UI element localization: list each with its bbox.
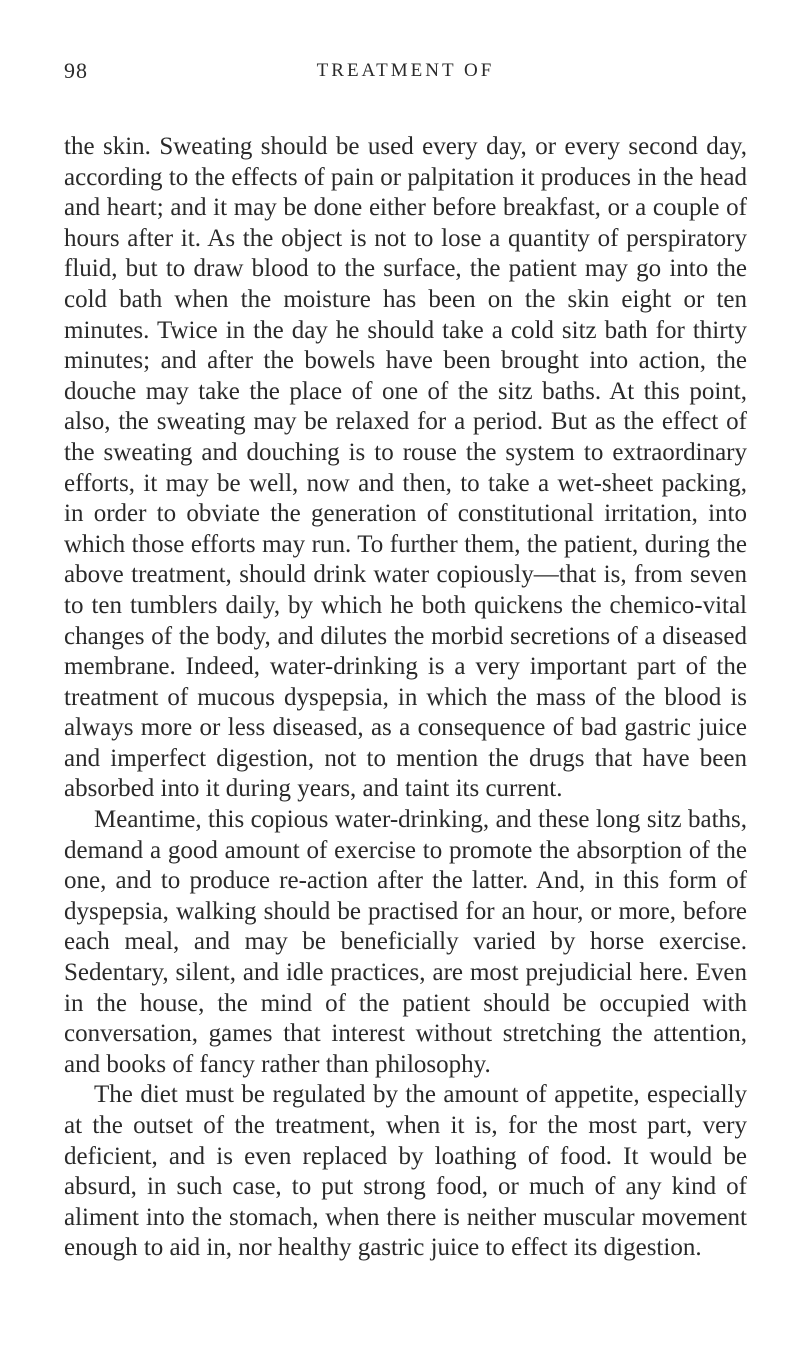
book-page [64,58,747,1264]
paragraph-continuation: the skin. Sweating should be used every day, or every second day, according to the effects of pain or palpitation it produces in the head and heart; and it may be done either before breakfast, or a couple of hours after it. As the object is not to lose a quantity of perspiratory fluid, but to draw blood to the surface, the patient may go into the cold bath when the moisture has been on the skin eight or ten minutes. Twice in the day he should take a cold sitz bath for thirty minutes; and after the bowels have been brought into action, the douche may take the place of one of the sitz baths. At this point, also, the sweating may be relaxed for a period. But as the effect of the sweating and douching is to rouse the system to extraordinary efforts, it may be well, now and then, to take a wet-sheet packing, in order to obviate the generation of constitutional irritation, into which those efforts may run. To further them, the patient, during the above treatment, should drink water copiously—that is, from seven to ten tumblers daily, by which he both quickens the chemico-vital changes of the body, and dilutes the morbid secretions of a diseased membrane. Indeed, water-drinking is a very important part of the treatment of mucous dyspepsia, in which the mass of the blood is always more or less diseased, as a consequence of bad gastric juice and imperfect digestion, not to mention the drugs that have been absorbed into it during years, and taint its current. [64,133,747,803]
running-title: TREATMENT OF [316,60,495,81]
body-text [64,132,747,1264]
running-head [64,58,747,92]
paragraph-diet: The diet must be regulated by the amount of appetite, especially at the outset of the treatment, when it is, for the most part, very deficient, and is even replaced by loathing of food. It would be absurd, in such case, to put strong food, or much of any kind of aliment into the stomach, when there is neither muscular movement enough to aid in, nor healthy gastric juice to effect its digestion. [64,1081,747,1262]
paragraph-exercise: Meantime, this copious water-drinking, and these long sitz baths, demand a good amount of exercise to promote the absorption of the one, and to produce re-action after the latter. And, in this form of dyspepsia, walking should be practised for an hour, or more, before each meal, and may be beneficially varied by horse exercise. Sedentary, silent, and idle practices, are most prejudicial here. Even in the house, the mind of the patient should be occupied with conversation, games that interest without stretching the attention, and books of fancy rather than philosophy. [64,806,747,1078]
page-number: 98 [64,58,88,83]
